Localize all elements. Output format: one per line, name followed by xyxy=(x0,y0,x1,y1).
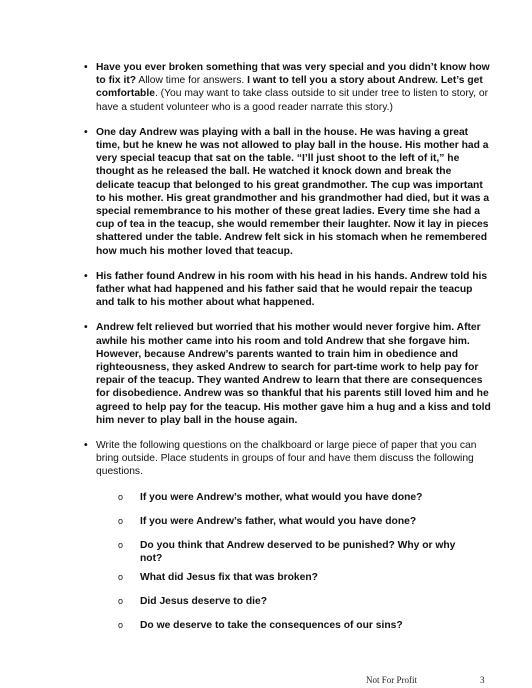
paragraph-text: Have you ever broken something that was very special and you didn’t know how to fix it? xyxy=(96,62,490,87)
question-text: If you were Andrew’s father, what would you have done? xyxy=(140,516,417,527)
paragraph-text: Write the following questions on the chalkboard or large piece of paper that you can bring outside. Place students in groups of four and have them discuss the following questions. xyxy=(96,440,477,478)
bullet-icon: • xyxy=(84,62,88,73)
bullet-icon: • xyxy=(84,126,88,138)
question-item xyxy=(118,571,470,584)
question-item xyxy=(118,619,470,632)
question-text: Do you think that Andrew deserved to be punished? Why or why not? xyxy=(140,540,456,565)
circle-bullet-icon: o xyxy=(118,596,124,606)
paragraph-text: One day Andrew was playing with a ball in the house. He was having a great time, but he knew he was not allowed to play ball in the house. His mother had a very special teacup that sat on the table. “I’ll just shoot to the left of it,” he thought as he released the ball. He watched it knock down and break the delicate teacup that belonged to his great grandmother. The cup was important to his mother. His great grandmother and his grandmother had died, but it was a special remembrance to his mother of these great ladies. Every time she had a cup of tea in the teacup, she would remember their laughter. Now it lay in pieces shattered under the table. Andrew felt sick in his stomach when he remembered how much his mother loved that teacup. xyxy=(96,126,490,257)
circle-bullet-icon: o xyxy=(118,492,124,502)
bullet-icon: • xyxy=(84,322,88,334)
question-text: If you were Andrew’s mother, what would you have done? xyxy=(140,492,423,503)
question-item xyxy=(118,539,470,565)
footer-label: Not For Profit xyxy=(366,675,418,685)
bullet-paragraph xyxy=(84,439,492,479)
paragraph-text: . (You may want to take class outside to sit under tree to listen to story, or have a student volunteer who is a good reader narrate this story.) xyxy=(96,88,489,113)
page-number: 3 xyxy=(480,675,485,685)
paragraph-text: His father found Andrew in his room with his head in his hands. Andrew told his father what had happened and his father said that he would repair the teacup and talk to his mother about what happened. xyxy=(96,270,488,309)
paragraph-text: I want to tell you a story about Andrew. Let’s get comfortable xyxy=(96,75,483,100)
question-text: What did Jesus fix that was broken? xyxy=(140,572,318,583)
circle-bullet-icon: o xyxy=(118,516,124,526)
bullet-icon: • xyxy=(84,440,88,452)
bullet-paragraph xyxy=(84,126,492,258)
bullet-paragraph xyxy=(84,270,492,310)
paragraph-text: Allow time for answers. xyxy=(136,75,248,87)
question-item xyxy=(118,595,470,608)
circle-bullet-icon: o xyxy=(118,572,124,582)
question-item xyxy=(118,515,470,528)
question-item xyxy=(118,491,470,504)
question-text: Do we deserve to take the consequences of our sins? xyxy=(140,620,403,631)
bullet-paragraph xyxy=(84,61,492,114)
paragraph-text: Andrew felt relieved but worried that his mother would never forgive him. After awhile his mother came into his room and told Andrew that she forgave him. However, because Andrew’s parents wanted to train him in obedience and righteousness, they asked Andrew to search for part-time work to help pay for repair of the teacup. They wanted Andrew to learn that there are consequences for disobedience. Andrew was so thankful that his parents still loved him and he agreed to help pay for the teacup. His mother gave him a hug and a kiss and told him never to play ball in the house again. xyxy=(96,322,491,426)
circle-bullet-icon: o xyxy=(118,540,124,550)
circle-bullet-icon: o xyxy=(118,620,124,630)
bullet-paragraph xyxy=(84,321,492,427)
bullet-list xyxy=(84,61,492,491)
bullet-icon: • xyxy=(84,270,88,282)
question-text: Did Jesus deserve to die? xyxy=(140,596,268,607)
